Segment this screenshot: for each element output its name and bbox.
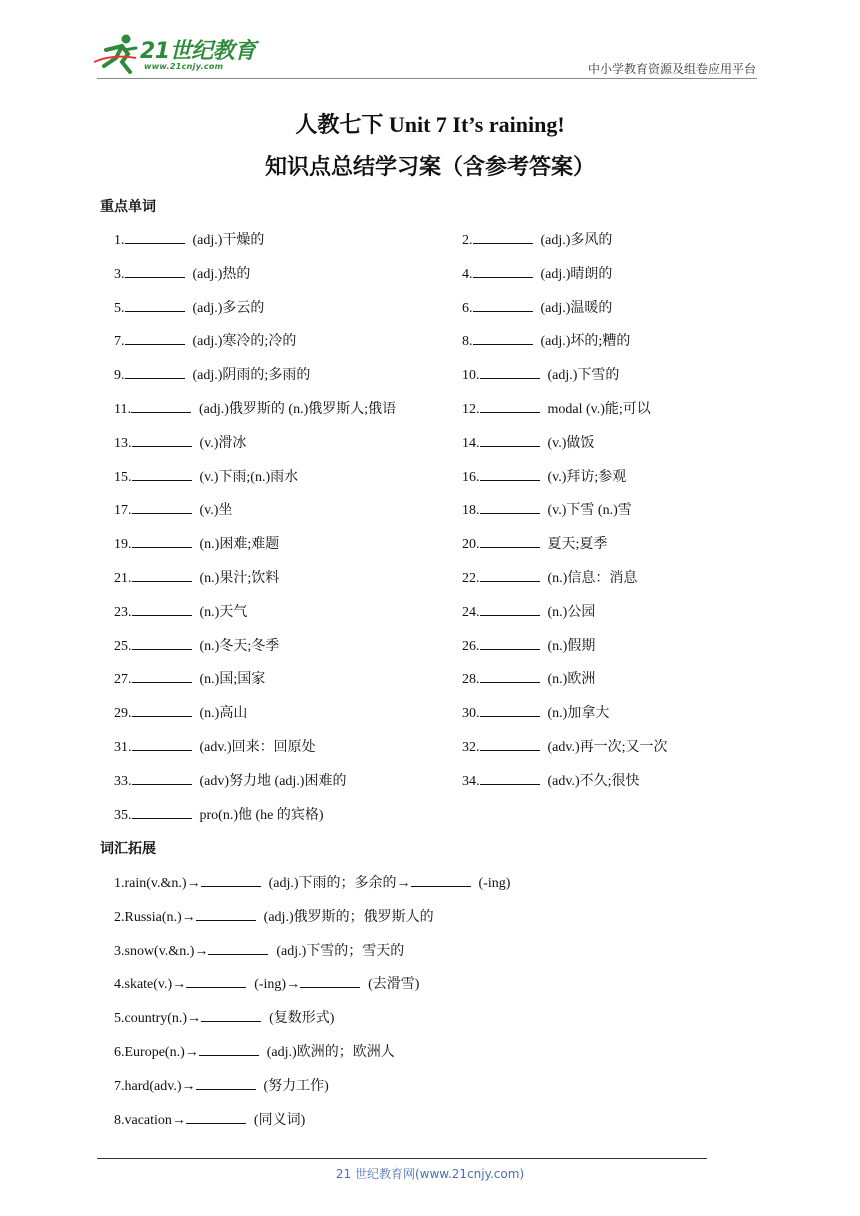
answer-blank[interactable] — [132, 468, 192, 481]
answer-blank[interactable] — [125, 299, 185, 312]
document-title: 人教七下 Unit 7 It’s raining! — [295, 112, 565, 137]
answer-blank[interactable] — [480, 501, 540, 514]
vocab-item — [462, 398, 651, 418]
item-number: 5. — [114, 300, 125, 316]
vocab-item — [462, 499, 632, 519]
item-number: 19. — [114, 537, 132, 553]
item-hint: (去滑雪) — [368, 977, 420, 993]
definition: (n.)果汁;饮料 — [199, 570, 280, 586]
vocab-item — [114, 770, 346, 790]
item-hint: (adj.)俄罗斯的；俄罗斯人的 — [263, 909, 434, 925]
vocab-item — [114, 263, 250, 283]
item-prompt: 7.hard(adv.)→ — [114, 1078, 196, 1094]
answer-blank[interactable] — [411, 874, 471, 887]
vocab-row — [114, 635, 754, 669]
vocab-item — [114, 364, 310, 384]
page-header — [0, 0, 860, 80]
logo-url: www.21cnjy.com — [144, 62, 224, 71]
definition: (adj.)多风的 — [540, 233, 613, 248]
vocab-row — [114, 398, 754, 432]
vocab-item — [114, 533, 279, 553]
extension-list — [114, 872, 754, 1142]
vocab-item — [462, 635, 595, 655]
vocab-row — [114, 263, 754, 297]
answer-blank[interactable] — [196, 1077, 256, 1090]
definition: (adv)努力地 (adj.)困难的 — [199, 773, 347, 789]
answer-blank[interactable] — [480, 772, 540, 785]
definition: (adv.)不久;很快 — [547, 773, 640, 789]
item-number: 29. — [114, 706, 132, 722]
answer-blank[interactable] — [132, 434, 192, 447]
definition: pro(n.)他 (he 的宾格) — [199, 807, 324, 823]
vocab-item — [462, 263, 612, 283]
vocab-item — [462, 601, 595, 621]
answer-blank[interactable] — [186, 975, 246, 988]
vocab-row — [114, 567, 754, 601]
definition: (n.)信息：消息 — [547, 570, 638, 586]
definition: (adv.)回来：回原处 — [199, 739, 316, 755]
answer-blank[interactable] — [480, 468, 540, 481]
answer-blank[interactable] — [480, 738, 540, 751]
answer-blank[interactable] — [132, 603, 192, 616]
definition: (adj.)晴朗的 — [540, 266, 613, 282]
extension-item — [114, 872, 754, 906]
extension-item — [114, 1109, 754, 1143]
item-number: 2. — [462, 233, 473, 248]
vocab-item — [114, 736, 316, 756]
answer-blank[interactable] — [480, 569, 540, 582]
answer-blank[interactable] — [480, 400, 540, 413]
definition: (n.)公园 — [547, 604, 596, 620]
vocab-row — [114, 330, 754, 364]
definition: (v.)做饭 — [547, 435, 595, 451]
item-prompt: 2.Russia(n.)→ — [114, 909, 196, 925]
vocab-row — [114, 297, 754, 331]
vocab-row — [114, 601, 754, 635]
definition: (v.)滑冰 — [199, 435, 247, 451]
vocab-item — [462, 567, 637, 587]
definition: (n.)天气 — [199, 604, 248, 620]
answer-blank[interactable] — [132, 704, 192, 717]
item-number: 35. — [114, 807, 132, 823]
answer-blank[interactable] — [201, 874, 261, 887]
item-hint: (努力工作) — [263, 1078, 329, 1094]
answer-blank[interactable] — [196, 908, 256, 921]
definition: (n.)冬天;冬季 — [199, 638, 280, 654]
item-number: 30. — [462, 706, 480, 722]
definition: (adj.)干燥的 — [192, 233, 265, 248]
vocab-item — [462, 229, 612, 249]
item-prompt: 4.skate(v.)→ — [114, 977, 187, 993]
item-number: 6. — [462, 300, 473, 316]
definition: (adj.)阴雨的;多雨的 — [192, 368, 311, 384]
answer-blank[interactable] — [480, 670, 540, 683]
vocab-item — [462, 533, 607, 553]
vocab-row — [114, 668, 754, 702]
vocab-row — [114, 364, 754, 398]
definition: (adj.)多云的 — [192, 300, 265, 316]
item-number: 25. — [114, 638, 132, 654]
vocab-list — [114, 229, 754, 837]
item-hint: (adj.)欧洲的；欧洲人 — [266, 1044, 395, 1060]
definition: (adj.)坏的;糟的 — [540, 334, 631, 350]
item-number: 17. — [114, 503, 132, 519]
item-number: 32. — [462, 739, 480, 755]
vocab-row — [114, 533, 754, 567]
item-number: 23. — [114, 604, 132, 620]
item-hint: (同义词) — [253, 1112, 306, 1128]
document-subtitle: 知识点总结学习案（含参考答案） — [264, 155, 595, 180]
definition: (v.)坐 — [199, 503, 233, 519]
vocab-item — [114, 432, 246, 452]
answer-blank[interactable] — [201, 1009, 261, 1022]
extension-item — [114, 906, 754, 940]
item-hint: (-ing)→ — [254, 977, 301, 993]
vocab-row — [114, 229, 754, 263]
footer-divider — [97, 1158, 707, 1159]
site-logo[interactable] — [92, 32, 262, 78]
runner-logo-icon — [92, 32, 142, 76]
definition: (n.)困难;难题 — [199, 537, 280, 553]
definition: (adj.)热的 — [192, 266, 251, 282]
extension-section-title: 词汇拓展 — [100, 841, 156, 857]
definition: (n.)加拿大 — [547, 706, 610, 722]
vocab-item — [114, 398, 396, 418]
item-number: 26. — [462, 638, 480, 654]
vocab-row — [114, 804, 754, 838]
item-number: 7. — [114, 334, 125, 350]
definition: modal (v.)能;可以 — [547, 401, 651, 417]
vocab-item — [114, 499, 232, 519]
extension-item — [114, 973, 754, 1007]
definition: (adj.)寒冷的;冷的 — [192, 334, 297, 350]
definition: (adv.)再一次;又一次 — [547, 739, 668, 755]
item-number: 9. — [114, 368, 125, 384]
item-hint: (-ing) — [478, 876, 511, 891]
answer-blank[interactable] — [132, 501, 192, 514]
vocab-row — [114, 702, 754, 736]
answer-blank[interactable] — [132, 637, 192, 650]
definition: (n.)高山 — [199, 706, 248, 722]
answer-blank[interactable] — [473, 332, 533, 345]
answer-blank[interactable] — [473, 231, 533, 244]
item-number: 12. — [462, 401, 480, 417]
extension-item — [114, 1007, 754, 1041]
answer-blank[interactable] — [132, 806, 192, 819]
vocab-item — [114, 229, 264, 249]
item-number: 18. — [462, 503, 480, 519]
answer-blank[interactable] — [480, 637, 540, 650]
item-number: 27. — [114, 672, 132, 688]
item-number: 28. — [462, 672, 480, 688]
item-hint: (复数形式) — [269, 1011, 335, 1027]
item-number: 24. — [462, 604, 480, 620]
definition: (v.)拜访;参观 — [547, 469, 627, 485]
item-number: 4. — [462, 266, 473, 282]
vocab-item — [462, 668, 595, 688]
answer-blank[interactable] — [125, 265, 185, 278]
vocab-row — [114, 432, 754, 466]
item-prompt: 5.country(n.)→ — [114, 1011, 202, 1027]
definition: (adj.)温暖的 — [540, 300, 613, 316]
vocab-item — [462, 330, 630, 350]
vocab-item — [114, 635, 279, 655]
vocab-section-title: 重点单词 — [100, 199, 156, 215]
vocab-item — [114, 567, 279, 587]
item-hint: (adj.)下雪的；雪天的 — [276, 943, 405, 959]
answer-blank[interactable] — [125, 366, 185, 379]
item-number: 16. — [462, 469, 480, 485]
definition: (v.)下雪 (n.)雪 — [547, 503, 632, 519]
vocab-item — [462, 702, 609, 722]
answer-blank[interactable] — [473, 265, 533, 278]
vocab-item — [114, 804, 324, 824]
answer-blank[interactable] — [300, 975, 360, 988]
item-number: 34. — [462, 773, 480, 789]
item-hint: (adj.)下雨的；多余的→ — [268, 876, 411, 891]
answer-blank[interactable] — [199, 1043, 259, 1056]
vocab-item — [462, 297, 612, 317]
item-prompt: 1.rain(v.&n.)→ — [114, 876, 201, 891]
definition: (adj.)下雪的 — [547, 368, 620, 384]
answer-blank[interactable] — [480, 603, 540, 616]
answer-blank[interactable] — [125, 231, 185, 244]
answer-blank[interactable] — [480, 704, 540, 717]
answer-blank[interactable] — [186, 1111, 246, 1124]
header-divider — [97, 78, 757, 79]
platform-name: 中小学教育资源及组卷应用平台 — [587, 62, 756, 76]
vocab-item — [462, 770, 640, 790]
item-number: 10. — [462, 368, 480, 384]
answer-blank[interactable] — [473, 299, 533, 312]
item-number: 15. — [114, 469, 132, 485]
vocab-item — [114, 466, 298, 486]
vocab-row — [114, 736, 754, 770]
item-number: 22. — [462, 570, 480, 586]
answer-blank[interactable] — [208, 942, 268, 955]
answer-blank[interactable] — [132, 535, 192, 548]
answer-blank[interactable] — [480, 434, 540, 447]
item-number: 21. — [114, 570, 132, 586]
answer-blank[interactable] — [125, 332, 185, 345]
answer-blank[interactable] — [480, 535, 540, 548]
answer-blank[interactable] — [132, 670, 192, 683]
vocab-item — [462, 364, 619, 384]
answer-blank[interactable] — [480, 366, 540, 379]
answer-blank[interactable] — [132, 738, 192, 751]
vocab-item — [462, 432, 594, 452]
vocab-row — [114, 499, 754, 533]
extension-item — [114, 1041, 754, 1075]
item-number: 8. — [462, 334, 473, 350]
item-number: 14. — [462, 435, 480, 451]
vocab-item — [114, 330, 296, 350]
footer-link[interactable]: 21 世纪教育网(www.21cnjy.com) — [335, 1167, 525, 1181]
item-number: 3. — [114, 266, 125, 282]
vocab-item — [114, 702, 247, 722]
item-number: 13. — [114, 435, 132, 451]
answer-blank[interactable] — [132, 772, 192, 785]
vocab-item — [462, 736, 668, 756]
item-prompt: 8.vacation→ — [114, 1112, 186, 1128]
item-number: 33. — [114, 773, 132, 789]
vocab-item — [114, 297, 264, 317]
definition: (n.)欧洲 — [547, 672, 596, 688]
vocab-row — [114, 466, 754, 500]
item-prompt: 6.Europe(n.)→ — [114, 1044, 199, 1060]
extension-item — [114, 940, 754, 974]
item-number: 20. — [462, 537, 480, 553]
definition: (n.)假期 — [547, 638, 596, 654]
item-prompt: 3.snow(v.&n.)→ — [114, 943, 209, 959]
vocab-item — [114, 601, 247, 621]
item-number: 31. — [114, 739, 132, 755]
item-number: 11. — [114, 401, 131, 417]
vocab-row — [114, 770, 754, 804]
vocab-item — [114, 668, 265, 688]
definition: 夏天;夏季 — [547, 537, 608, 553]
vocab-item — [462, 466, 626, 486]
answer-blank[interactable] — [132, 569, 192, 582]
definition: (n.)国;国家 — [199, 672, 266, 688]
answer-blank[interactable] — [131, 400, 191, 413]
definition: (v.)下雨;(n.)雨水 — [199, 469, 299, 485]
definition: (adj.)俄罗斯的 (n.)俄罗斯人;俄语 — [198, 401, 397, 417]
extension-item — [114, 1075, 754, 1109]
item-number: 1. — [114, 233, 125, 248]
logo-text: 21世纪教育 — [140, 39, 256, 64]
